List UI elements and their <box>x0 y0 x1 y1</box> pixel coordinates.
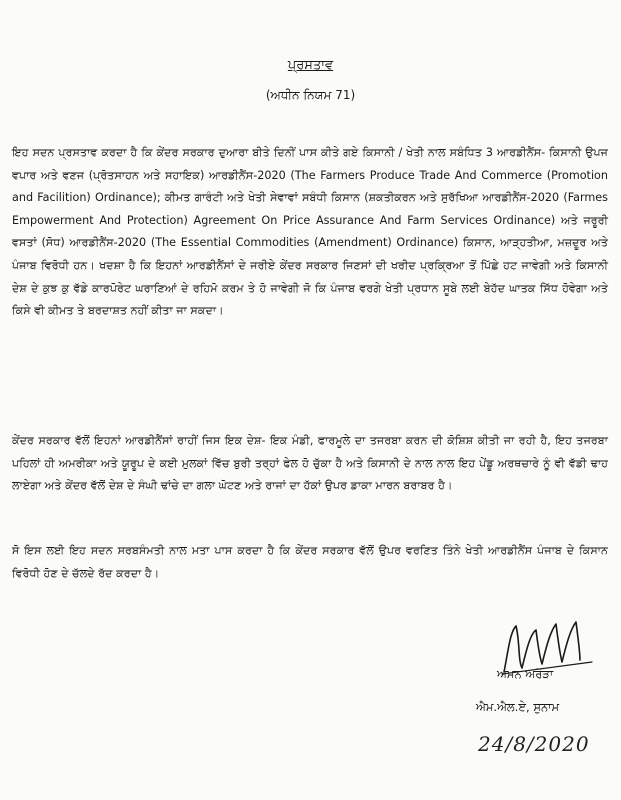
document-title: ਪ੍ਰਸਤਾਵ <box>287 58 334 73</box>
paragraph-1: ਇਹ ਸਦਨ ਪ੍ਰਸਤਾਵ ਕਰਦਾ ਹੈ ਕਿ ਕੇਂਦਰ ਸਰਕਾਰ ਦੁਆਰਾ ਬੀਤੇ ਦਿਨੀਂ ਪਾਸ ਕੀਤੇ ਗਏ ਕਿਸਾਨੀ / ਖੇਤੀ ਨਾਲ ਸਬੰਧਿਤ 3 ਆਰਡੀਨੈਂਸ- ਕਿਸਾਨੀ ਉਪਜ ਵਪਾਰ ਅਤੇ ਵਣਜ (ਪ੍ਰੋਤਸਾਹਨ ਅਤੇ ਸਹਾਇਕ) ਆਰਡੀਨੈਂਸ-2020 (The Farmers Produce Trade And Commerce (Promotion and Facilition) Ordinance); ਕੀਮਤ ਗਾਰੰਟੀ ਅਤੇ ਖੇਤੀ ਸੇਵਾਵਾਂ ਸਬੰਧੀ ਕਿਸਾਨ (ਸ਼ਕਤੀਕਰਨ ਅਤੇ ਸੁਰੱਖਿਆ ਆਰਡੀਨੈਂਸ-2020 (Farmes Empowerment And Protection) Agreement On Price Assurance And Farm Services Ordinance) ਅਤੇ ਜਰੂਰੀ ਵਸਤਾਂ (ਸੋਧ) ਆਰਡੀਨੈਂਸ-2020 (The Essential Commodities (Amendment) Ordinance) ਕਿਸਾਨ, ਆੜ੍ਹਤੀਆ, ਮਜ਼ਦੂਰ ਅਤੇ ਪੰਜਾਬ ਵਿਰੋਧੀ ਹਨ। ਖਦਸ਼ਾ ਹੈ ਕਿ ਇਹਨਾਂ ਆਰਡੀਨੈਂਸਾਂ ਦੇ ਜਰੀਏ ਕੇਂਦਰ ਸਰਕਾਰ ਜਿਣਸਾਂ ਦੀ ਖਰੀਦ ਪ੍ਰਕ੍ਰਿਆ ਤੋਂ ਪਿੱਛੇ ਹਟ ਜਾਵੇਗੀ ਅਤੇ ਕਿਸਾਨੀ ਦੇਸ਼ ਦੇ ਕੁਝ ਕੁ ਵੱਡੇ ਕਾਰਪੋਰੇਟ ਘਰਾਣਿਆਂ ਦੇ ਰਹਿਮੋ ਕਰਮ ਤੇ ਹੋ ਜਾਵੇਗੀ ਜੋ ਕਿ ਪੰਜਾਬ ਵਰਗੇ ਖੇਤੀ ਪ੍ਰਧਾਨ ਸੂਬੇ ਲਈ ਬੇਹੱਦ ਘਾਤਕ ਸਿੱਧ ਹੋਵੇਗਾ ਅਤੇ ਕਿਸੇ ਵੀ ਕੀਮਤ ਤੇ ਬਰਦਾਸ਼ਤ ਨਹੀਂ ਕੀਤਾ ਜਾ ਸਕਦਾ। <box>12 146 608 318</box>
document-subtitle: (ਅਧੀਨ ਨਿਯਮ 71) <box>265 88 356 102</box>
paragraph-3: ਸੋ ਇਸ ਲਈ ਇਹ ਸਦਨ ਸਰਬਸੰਮਤੀ ਨਾਲ ਮਤਾ ਪਾਸ ਕਰਦਾ ਹੈ ਕਿ ਕੇਂਦਰ ਸਰਕਾਰ ਵੱਲੋਂ ਉਪਰ ਵਰਣਿਤ ਤਿੰਨੇ ਖੇਤੀ ਆਰਡੀਨੈਂਸ ਪੰਜਾਬ ਦੇ ਕਿਸਾਨ ਵਿਰੋਧੀ ਹੋਣ ਦੇ ਚੱਲਦੇ ਰੱਦ ਕਰਦਾ ਹੈ। <box>12 544 608 580</box>
paragraph-2: ਕੇਂਦਰ ਸਰਕਾਰ ਵੱਲੋਂ ਇਹਨਾਂ ਆਰਡੀਨੈਂਸਾਂ ਰਾਹੀਂ ਜਿਸ ਇਕ ਦੇਸ਼- ਇਕ ਮੰਡੀ, ਫਾਰਮੂਲੇ ਦਾ ਤਜਰਬਾ ਕਰਨ ਦੀ ਕੋਸ਼ਿਸ਼ ਕੀਤੀ ਜਾ ਰਹੀ ਹੈ, ਇਹ ਤਜਰਬਾ ਪਹਿਲਾਂ ਹੀ ਅਮਰੀਕਾ ਅਤੇ ਯੂਰੂਪ ਦੇ ਕਈ ਮੁਲਕਾਂ ਵਿੱਚ ਬੁਰੀ ਤਰ੍ਹਾਂ ਫੇਲ ਹੋ ਚੁੱਕਾ ਹੈ ਅਤੇ ਕਿਸਾਨੀ ਦੇ ਨਾਲ ਨਾਲ ਇਹ ਪੇਂਡੂ ਅਰਥਚਾਰੇ ਨੂੰ ਵੀ ਵੱਡੀ ਢਾਹ ਲਾਏਗਾ ਅਤੇ ਕੇਂਦਰ ਵੱਲੋਂ ਦੇਸ਼ ਦੇ ਸੰਘੀ ਢਾਂਚੇ ਦਾ ਗਲਾ ਘੋਟਣ ਅਤੇ ਰਾਜਾਂ ਦਾ ਹੱਕਾਂ ਉਪਰ ਡਾਕਾ ਮਾਰਨ ਬਰਾਬਰ ਹੈ। <box>12 434 608 493</box>
signatory-designation: ਐਮ.ਐਲ.ਏ, ਸੁਨਾਮ <box>476 700 560 714</box>
signature-date: 24/8/2020 <box>478 732 590 756</box>
signatory-name: ਅਮਨ ਅਰੋੜਾ <box>497 667 554 681</box>
